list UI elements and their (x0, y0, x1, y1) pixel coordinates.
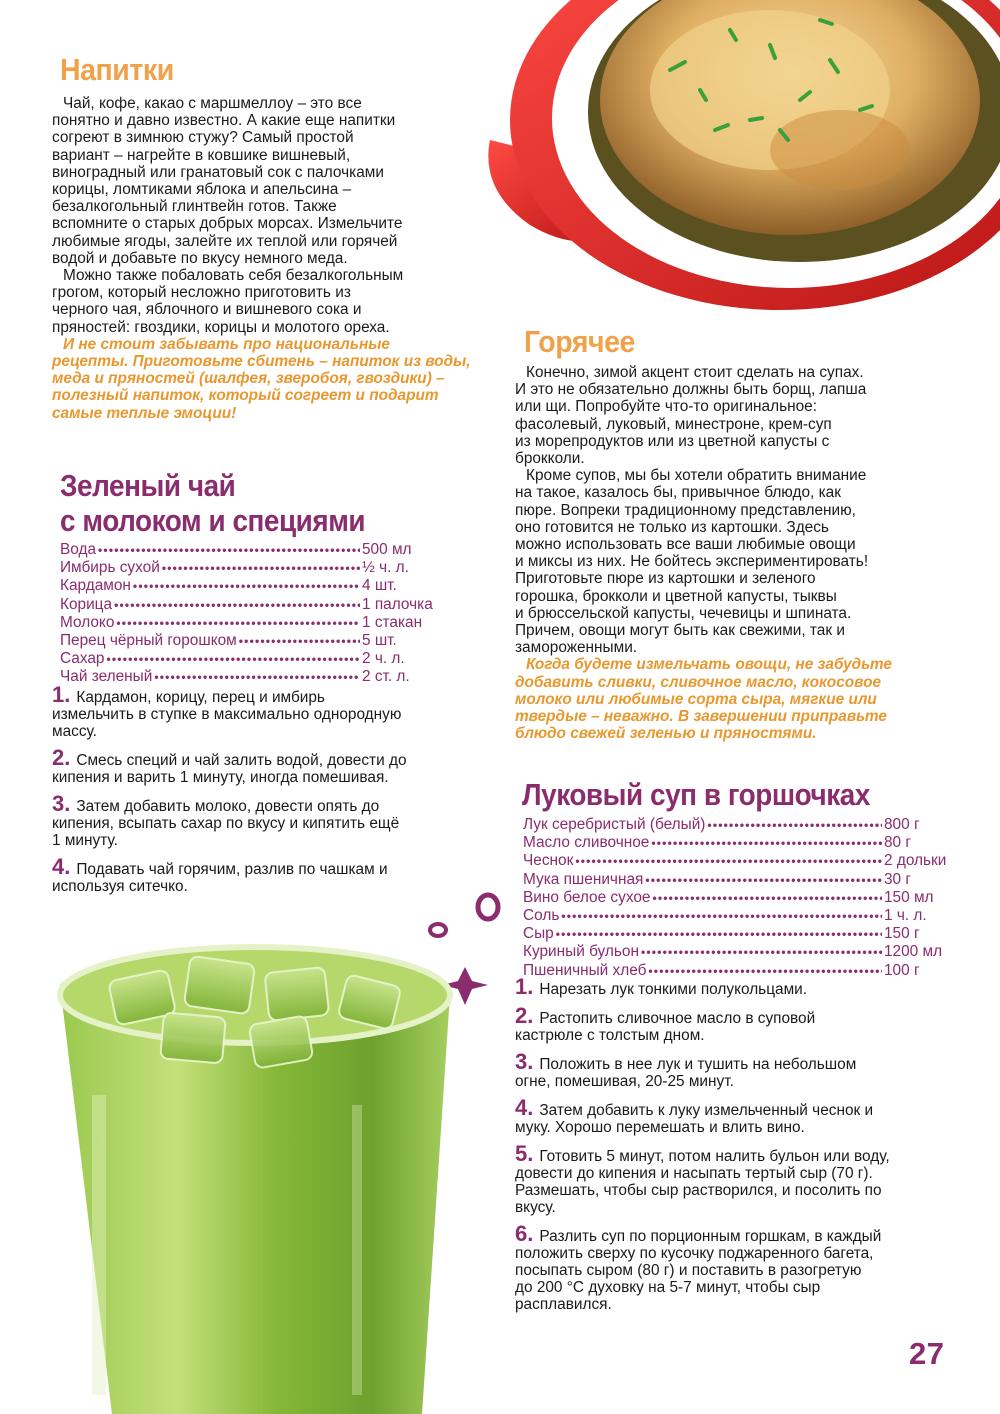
tea-title-line1: Зеленый чай (60, 468, 236, 503)
recipe-step (515, 1003, 965, 1044)
tea-title (60, 468, 365, 538)
drinks-note-line: самые теплые эмоции! (52, 404, 237, 422)
step-line: используя ситечко. (52, 878, 188, 895)
matcha-latte-glass-image (52, 925, 462, 1414)
step-line: измельчить в ступке в максимально однородную (52, 706, 402, 723)
ingredient-row (523, 925, 959, 943)
step-line: Положить в нее лук и тушить на небольшом (539, 1056, 857, 1073)
step-number: 4. (52, 854, 71, 879)
step-number: 2. (515, 1003, 534, 1028)
dot-leader (154, 669, 360, 686)
step-line: кипения, всыпать сахар по вкусу и кипятить ещё (52, 815, 400, 832)
ingredient-qty: 2 дольки (884, 852, 947, 870)
soup-title: Луковый суп в горшочках (522, 777, 870, 812)
step-line: Затем добавить молоко, довести опять до (76, 798, 380, 815)
ingredient-row (60, 632, 450, 650)
ingredient-qty: 1 палочка (362, 595, 433, 613)
ingredient-row (523, 943, 959, 961)
ingredient-name: Перец чёрный горошком (60, 632, 237, 650)
hot-line: Причем, овощи могут быть как свежими, так и (515, 622, 845, 640)
dot-leader (239, 633, 360, 650)
ingredient-qty: 5 шт. (362, 632, 397, 650)
hot-line: Кроме супов, мы бы хотели обратить внимание (526, 467, 867, 485)
drinks-line: безалкогольный глинтвейн готов. Также (52, 198, 337, 216)
recipe-step (515, 1221, 965, 1313)
step-line: довести до кипения и насыпать тертый сыр (70 г). (515, 1165, 873, 1182)
page-number: 27 (909, 1336, 945, 1371)
dot-leader (707, 817, 882, 834)
step-line: Размешать, чтобы сыр растворился, и посолить по (515, 1182, 882, 1199)
drinks-line: согреют в зимнюю стужу? Самый простой (52, 129, 354, 147)
ingredient-row (523, 816, 959, 834)
ingredient-name: Чай зеленый (60, 668, 153, 686)
hot-note-line: добавить сливки, сливочное масло, кокосовое (515, 673, 882, 691)
dot-leader (641, 944, 882, 961)
ingredient-qty: 100 г (884, 961, 920, 979)
hot-note-line: твердые – неважно. В завершении приправьте (515, 708, 887, 726)
step-number: 5. (515, 1141, 534, 1166)
step-line: Нарезать лук тонкими полукольцами. (539, 981, 808, 998)
ingredient-qty: ½ ч. л. (362, 559, 409, 577)
drinks-line: понятно и давно известно. А какие еще напитки (52, 112, 396, 130)
recipe-step (52, 745, 482, 786)
ingredient-name: Кардамон (60, 577, 131, 595)
recipe-step (52, 791, 482, 849)
ingredient-row (60, 596, 450, 614)
step-line: кастрюле с толстым дном. (515, 1027, 705, 1044)
drinks-line: вспомните о старых добрых морсах. Измельчите (52, 215, 403, 233)
ingredient-name: Молоко (60, 613, 115, 631)
dot-leader (107, 651, 361, 668)
step-line: Разлить суп по порционным горшкам, в каждый (539, 1228, 882, 1245)
ingredient-name: Соль (523, 907, 560, 925)
ingredient-qty: 150 г (884, 925, 920, 943)
soup-ingredients (523, 816, 959, 980)
dot-leader (556, 926, 882, 943)
ingredient-name: Сахар (60, 650, 105, 668)
ingredient-row (523, 852, 959, 870)
hot-line: и миксы из них. Не бойтесь экспериментировать! (515, 553, 869, 571)
ingredient-name: Масло сливочное (523, 834, 650, 852)
drinks-line: Чай, кофе, какао с маршмеллоу – это все (63, 95, 362, 112)
step-number: 2. (52, 745, 71, 770)
ingredient-row (60, 559, 450, 577)
drinks-note-line: И не стоит забывать про национальные (63, 335, 390, 353)
drinks-note-line: полезный напиток, который согреет и подарит (52, 387, 439, 405)
hot-line: из морепродуктов или из цветной капусты с (515, 432, 830, 450)
ingredient-row (60, 614, 450, 632)
step-line: Растопить сливочное масло в суповой (539, 1010, 816, 1027)
recipe-step (515, 1141, 965, 1216)
hot-line: И это не обязательно должны быть борщ, лапша (515, 381, 867, 399)
dot-leader (651, 835, 882, 852)
step-line: положить сверху по кусочку поджаренного багета, (515, 1245, 874, 1262)
drinks-line: корицы, ломтиками яблока и апельсина – (52, 181, 352, 199)
hot-title: Горячее (524, 324, 635, 359)
step-line: Смесь специй и чай залить водой, довести до (76, 752, 407, 769)
hot-line: на такое, казалось бы, привычное блюдо, как (515, 484, 841, 502)
dot-leader (652, 890, 882, 907)
drinks-line: любимые ягоды, залейте их теплой или горячей (52, 232, 398, 250)
ingredient-qty: 2 ч. л. (362, 650, 405, 668)
drinks-line: вариант – нагрейте в ковшике вишневый, (52, 146, 351, 164)
hot-note-line: блюдо свежей зеленью и пряностями. (515, 725, 817, 743)
step-line: Готовить 5 минут, потом налить бульон или воду, (539, 1148, 890, 1165)
hot-line: Конечно, зимой акцент стоит сделать на супах. (526, 364, 864, 381)
ingredient-qty: 80 г (884, 834, 912, 852)
ingredient-qty: 150 мл (884, 888, 934, 906)
step-number: 3. (515, 1049, 534, 1074)
hot-line: и брюссельской капусты, чечевицы и шпината. (515, 604, 852, 622)
ingredient-row (60, 668, 450, 686)
ingredient-qty: 500 мл (362, 541, 412, 558)
ingredient-name: Корица (60, 595, 113, 613)
ingredient-row (523, 889, 959, 907)
ingredient-name: Имбирь сухой (60, 559, 160, 577)
drinks-line: черного чая, яблочного и вишневого сока и (52, 301, 362, 319)
ingredient-name: Чеснок (523, 852, 574, 870)
recipe-step (515, 1049, 965, 1090)
step-line: Кардамон, корицу, перец и имбирь (76, 689, 325, 706)
drinks-line: виноградный или гранатовый сок с палочками (52, 163, 384, 181)
step-number: 6. (515, 1221, 534, 1246)
step-line: 1 минуту. (52, 832, 118, 849)
dot-leader (575, 853, 882, 870)
step-line: до 200 °С духовку на 5-7 минут, чтобы сыр (515, 1279, 821, 1296)
hot-note-line: Когда будете измельчать овощи, не забудьте (526, 656, 892, 674)
tea-steps (52, 682, 482, 904)
dot-leader (162, 560, 360, 577)
step-line: расплавился. (515, 1296, 612, 1313)
hot-text (515, 364, 955, 742)
step-line: огне, помешивая, 20-25 минут. (515, 1073, 734, 1090)
hot-line: замороженными. (515, 639, 638, 657)
ingredient-qty: 4 шт. (362, 577, 397, 595)
drinks-line: грогом, который несложно приготовить из (52, 284, 351, 302)
dot-leader (561, 908, 882, 925)
onion-soup-pot-image (470, 0, 1000, 310)
drinks-line: водой и добавьте по вкусу немного меда. (52, 249, 348, 267)
ingredient-name: Пшеничный хлеб (523, 961, 647, 979)
recipe-step (515, 974, 965, 999)
step-line: массу. (52, 723, 97, 740)
ingredient-name: Лук серебристый (белый) (523, 816, 706, 833)
dot-leader (116, 615, 360, 632)
ingredient-row (523, 834, 959, 852)
drinks-note-line: рецепты. Приготовьте сбитень – напиток из воды, (52, 353, 471, 371)
step-line: Затем добавить к луку измельченный чеснок и (539, 1102, 874, 1119)
ingredient-row (523, 871, 959, 889)
ingredient-name: Сыр (523, 925, 554, 943)
dot-leader (98, 542, 360, 559)
ingredient-name: Вода (60, 541, 97, 558)
hot-line: брокколи. (515, 450, 585, 468)
step-line: Подавать чай горячим, разлив по чашкам и (76, 861, 388, 878)
step-line: вкусу. (515, 1199, 556, 1216)
step-line: посыпать сыром (80 г) и поставить в разогретую (515, 1262, 862, 1279)
dot-leader (114, 597, 360, 614)
hot-line: оно готовится не только из картошки. Здесь (515, 518, 829, 536)
ingredient-qty: 800 г (884, 816, 920, 833)
hot-line: Приготовьте пюре из картошки и зеленого (515, 570, 816, 588)
ingredient-qty: 1 ч. л. (884, 907, 927, 925)
tea-title-line2: с молоком и специями (60, 503, 366, 538)
recipe-step (515, 1095, 965, 1136)
ingredient-row (60, 541, 450, 559)
recipe-step (52, 682, 482, 740)
ingredient-name: Мука пшеничная (523, 870, 644, 888)
drinks-text (52, 95, 472, 422)
soup-steps (515, 974, 965, 1322)
ingredient-qty: 1200 мл (884, 943, 943, 961)
step-line: муку. Хорошо перемешать и влить вино. (515, 1119, 805, 1136)
hot-line: или щи. Попробуйте что-то оригинальное: (515, 398, 817, 416)
ingredient-name: Куриный бульон (523, 943, 639, 961)
hot-line: горошка, брокколи и цветной капусты, тыквы (515, 587, 837, 605)
dot-leader (645, 872, 882, 889)
step-number: 4. (515, 1095, 534, 1120)
step-line: кипения и варить 1 минуту, иногда помешивая. (52, 769, 389, 786)
ingredient-qty: 2 ст. л. (362, 668, 410, 686)
ingredient-name: Вино белое сухое (523, 888, 651, 906)
ingredient-row (523, 907, 959, 925)
drinks-line: пряностей: гвоздики, корицы и молотого ореха. (52, 318, 390, 336)
ingredient-qty: 1 стакан (362, 613, 423, 631)
hot-line: пюре. Вопреки традиционному представлению, (515, 501, 856, 519)
drinks-title: Напитки (60, 52, 174, 87)
step-number: 1. (515, 974, 534, 999)
dot-leader (133, 578, 360, 595)
hot-note-line: молоко или любимые сорта сыра, мягкие или (515, 690, 877, 708)
step-number: 1. (52, 682, 71, 707)
hot-line: можно использовать все ваши любимые овощи (515, 536, 856, 554)
hot-line: фасолевый, луковый, минестроне, крем-суп (515, 415, 832, 433)
ingredient-row (60, 577, 450, 595)
ingredient-row (60, 650, 450, 668)
recipe-step (52, 854, 482, 895)
step-number: 3. (52, 791, 71, 816)
ingredient-qty: 30 г (884, 870, 912, 888)
drinks-note-line: меда и пряностей (шалфея, зверобоя, гвоздики) – (52, 370, 445, 388)
drinks-line: Можно также побаловать себя безалкогольным (63, 267, 404, 285)
tea-ingredients (60, 541, 450, 687)
